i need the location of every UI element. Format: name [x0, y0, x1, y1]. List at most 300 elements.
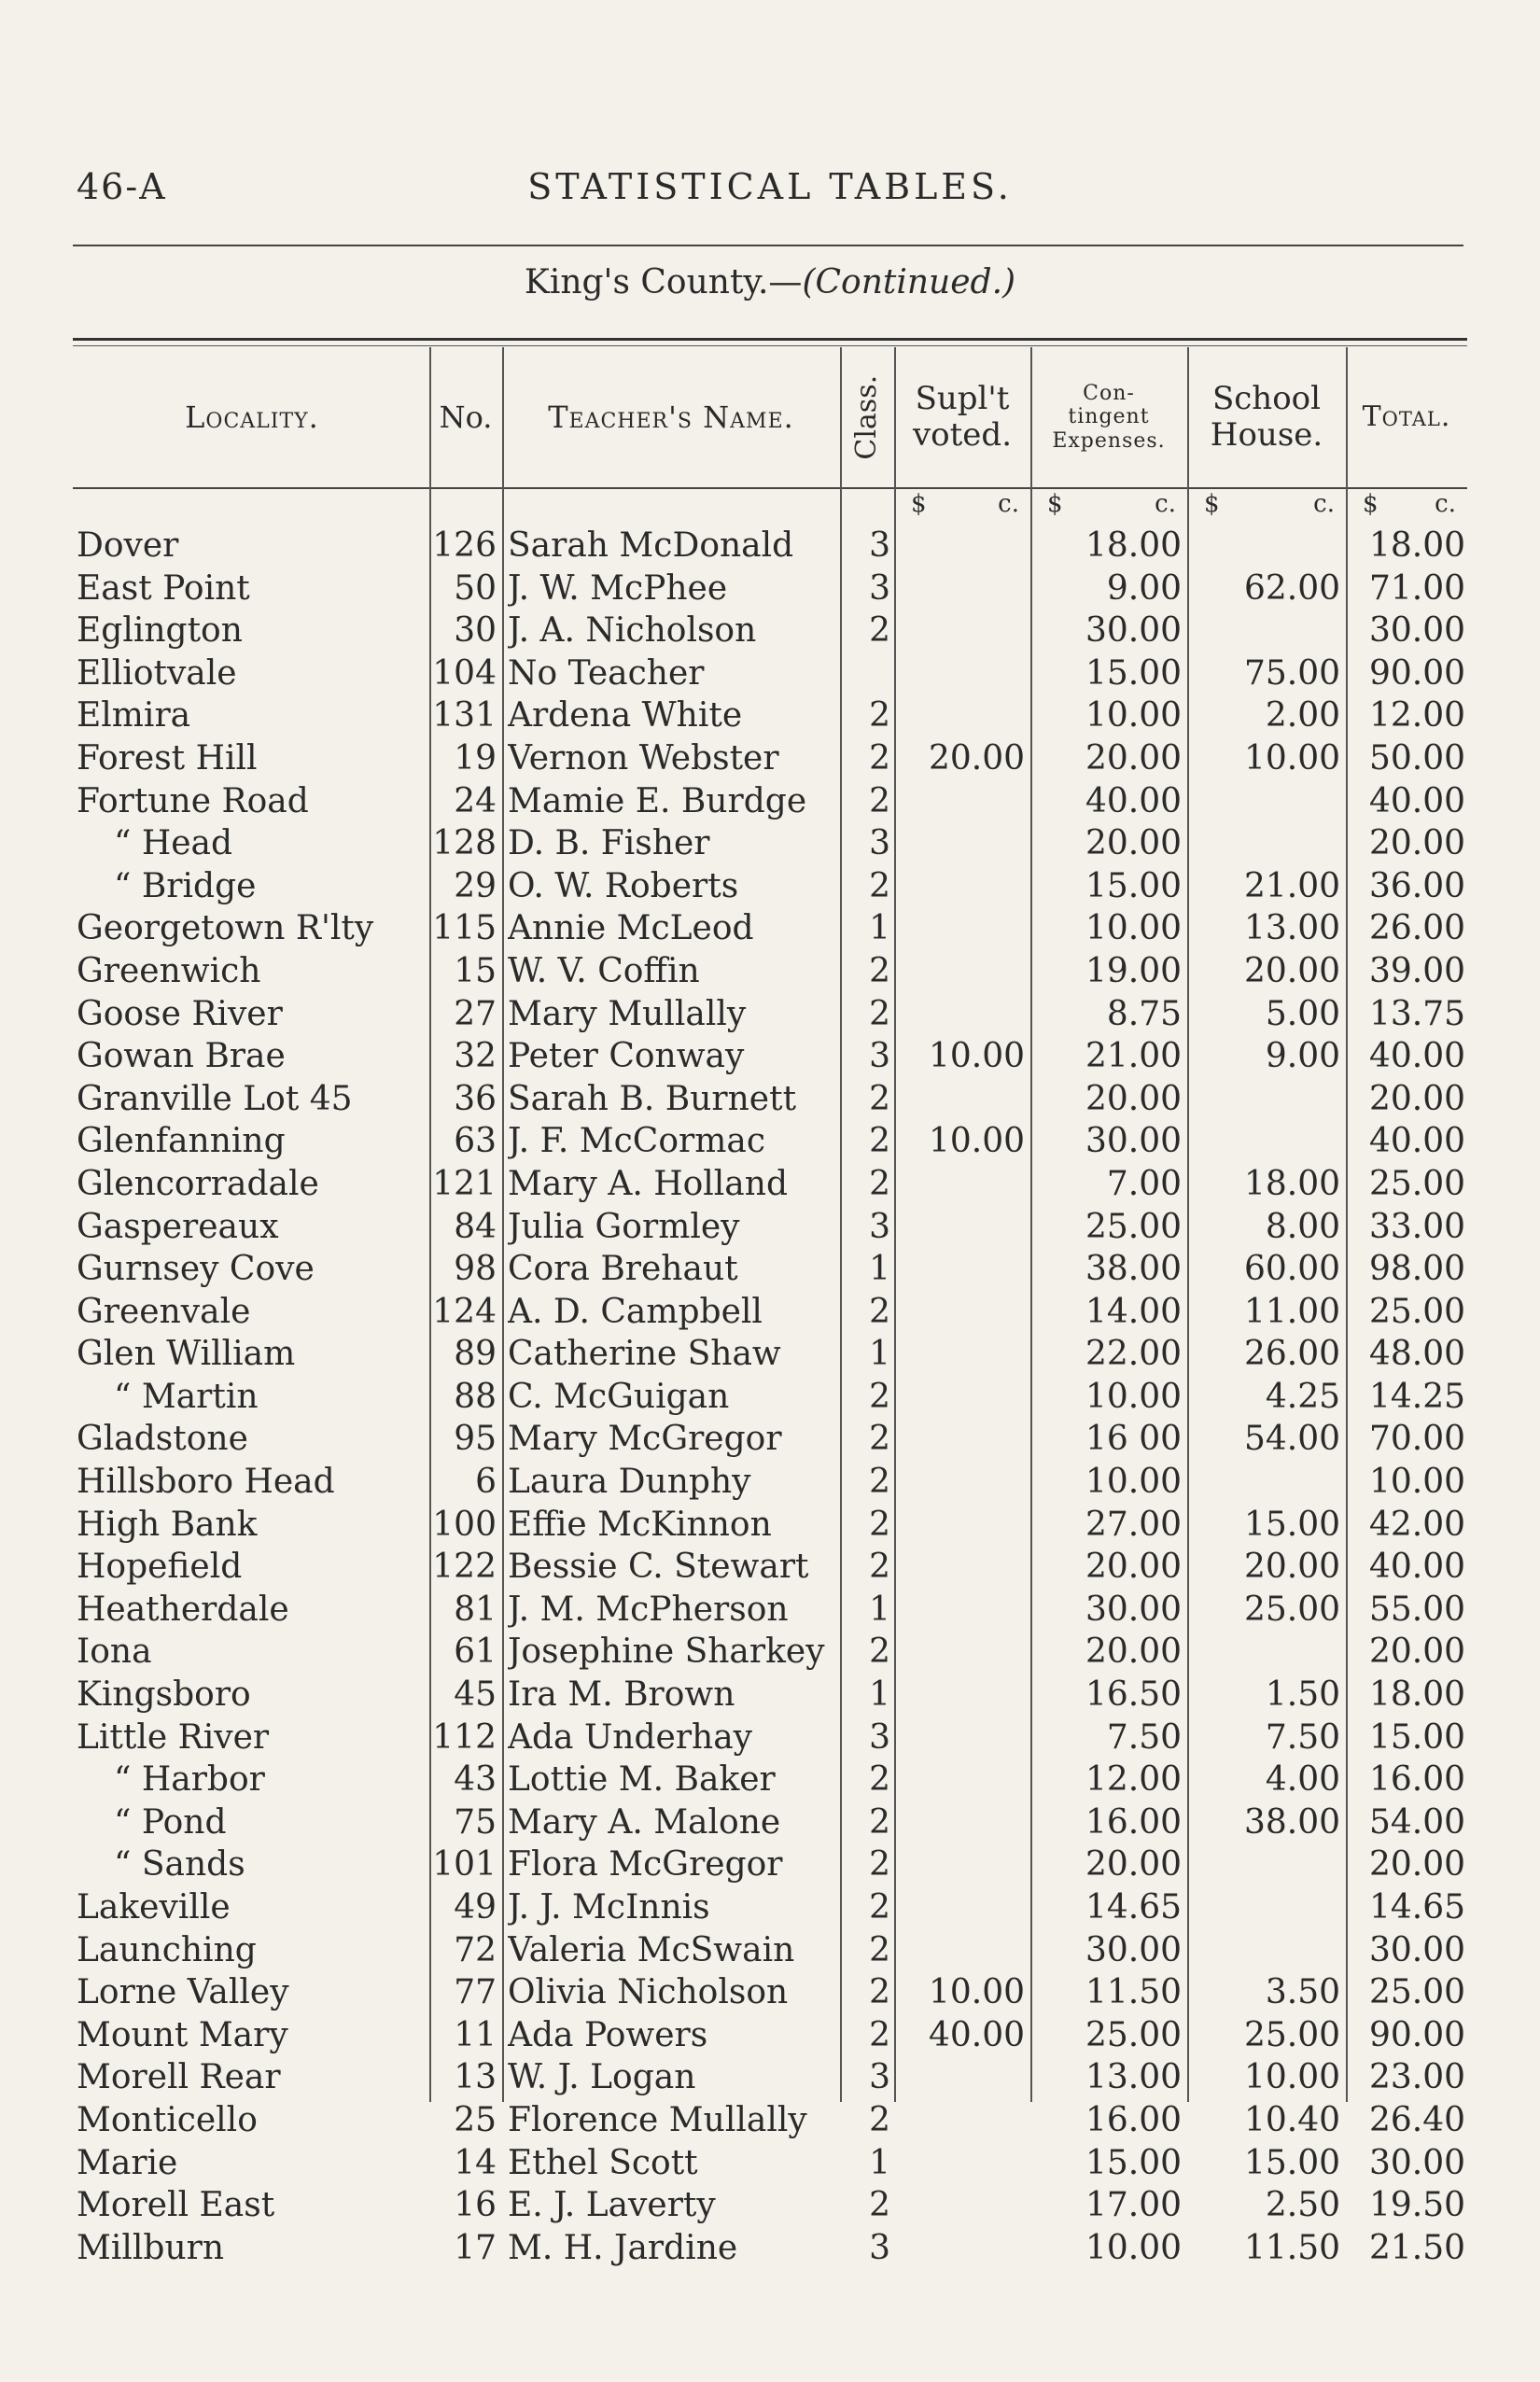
number-cell: 121 — [432, 1164, 497, 1203]
teacher-name-cell: Ada Underhay — [508, 1717, 753, 1757]
teacher-name-cell: Ira M. Brown — [508, 1675, 735, 1715]
locality-cell: Elliotvale — [77, 653, 237, 693]
teacher-name-cell: Josephine Sharkey — [508, 1632, 825, 1672]
class-cell: 2 — [869, 696, 890, 736]
table-row — [0, 1333, 1540, 1376]
number-cell: 29 — [454, 866, 497, 905]
number-cell: 45 — [454, 1675, 497, 1715]
school-house-cell: 2.00 — [1265, 696, 1340, 736]
table-row — [0, 1716, 1540, 1759]
school-house-cell: 15.00 — [1243, 2143, 1340, 2182]
contingent-expenses-cell: 16.50 — [1085, 1675, 1182, 1715]
class-cell: 2 — [869, 866, 890, 905]
title-rule — [73, 245, 1463, 246]
table-row — [0, 822, 1540, 865]
class-cell: 2 — [869, 2015, 890, 2054]
school-house-cell: 15.00 — [1243, 1505, 1340, 1544]
table-row — [0, 1291, 1540, 1334]
contingent-expenses-cell: 7.00 — [1106, 1164, 1182, 1203]
locality-cell: Morell East — [77, 2186, 275, 2225]
teacher-name-cell: Vernon Webster — [508, 738, 779, 778]
table-row — [0, 525, 1540, 567]
class-cell: 1 — [869, 1590, 890, 1629]
school-house-cell: 20.00 — [1243, 951, 1340, 990]
number-cell: 61 — [454, 1632, 497, 1672]
cent-unit: c. — [1435, 490, 1456, 518]
number-cell: 13 — [454, 2058, 497, 2097]
class-cell: 3 — [869, 2058, 890, 2097]
contingent-expenses-cell: 30.00 — [1085, 611, 1182, 651]
table-body — [0, 525, 1540, 2269]
contingent-expenses-cell: 9.00 — [1106, 568, 1182, 608]
header-contingent-line1: Con- — [1083, 382, 1135, 406]
table-row — [0, 1504, 1540, 1547]
header-teacher-name: Teacher's Name. — [548, 399, 794, 435]
number-cell: 77 — [454, 1973, 497, 2012]
school-house-cell: 18.00 — [1243, 1164, 1340, 1203]
school-house-cell: 25.00 — [1243, 2015, 1340, 2054]
locality-cell: Little River — [77, 1717, 270, 1757]
locality-cell: Granville Lot 45 — [77, 1079, 353, 1118]
school-house-cell: 10.00 — [1243, 738, 1340, 778]
header-contingent-line3: Expenses. — [1052, 428, 1166, 453]
header-total: Total. — [1362, 399, 1451, 433]
number-cell: 81 — [454, 1590, 497, 1629]
teacher-name-cell: Annie McLeod — [508, 909, 754, 948]
total-cell: 26.40 — [1368, 2100, 1465, 2139]
teacher-name-cell: D. B. Fisher — [508, 824, 710, 863]
number-cell: 98 — [454, 1250, 497, 1289]
table-row — [0, 1801, 1540, 1844]
school-house-cell: 54.00 — [1243, 1420, 1340, 1459]
contingent-expenses-cell: 10.00 — [1085, 1377, 1182, 1416]
table-row — [0, 2014, 1540, 2057]
header-class-label: Class. — [849, 374, 883, 460]
number-cell: 122 — [432, 1548, 497, 1587]
locality-cell: Eglington — [77, 611, 243, 651]
page-number: 46-A — [77, 166, 167, 207]
total-cell: 15.00 — [1368, 1717, 1465, 1757]
school-house-cell: 2.50 — [1265, 2186, 1340, 2225]
class-cell: 2 — [869, 951, 890, 990]
locality-cell: Lorne Valley — [77, 1973, 289, 2012]
total-cell: 90.00 — [1368, 2015, 1465, 2054]
total-cell: 55.00 — [1368, 1590, 1465, 1629]
teacher-name-cell: No Teacher — [508, 653, 705, 693]
school-house-cell: 38.00 — [1243, 1802, 1340, 1842]
school-house-cell: 4.25 — [1265, 1377, 1340, 1416]
number-cell: 11 — [454, 2015, 497, 2054]
contingent-expenses-cell: 20.00 — [1085, 738, 1182, 778]
number-cell: 100 — [432, 1505, 497, 1544]
number-cell: 112 — [432, 1717, 497, 1757]
table-row — [0, 567, 1540, 610]
class-cell: 2 — [869, 994, 890, 1033]
total-cell: 19.50 — [1368, 2186, 1465, 2225]
locality-cell: “ Pond — [114, 1802, 227, 1842]
teacher-name-cell: Effie McKinnon — [508, 1505, 772, 1544]
teacher-name-cell: Laura Dunphy — [508, 1463, 751, 1502]
locality-cell: Elmira — [77, 696, 191, 736]
teacher-name-cell: Valeria McSwain — [508, 1930, 795, 1969]
total-cell: 50.00 — [1368, 738, 1465, 778]
contingent-expenses-cell: 20.00 — [1085, 1548, 1182, 1587]
total-cell: 98.00 — [1368, 1250, 1465, 1289]
locality-cell: “ Harbor — [114, 1760, 265, 1800]
teacher-name-cell: Ethel Scott — [508, 2143, 698, 2182]
number-cell: 63 — [454, 1122, 497, 1161]
table-row — [0, 1461, 1540, 1504]
table-row — [0, 1886, 1540, 1929]
contingent-expenses-cell: 7.50 — [1106, 1717, 1182, 1757]
table-row — [0, 2142, 1540, 2185]
contingent-expenses-cell: 30.00 — [1085, 1122, 1182, 1161]
number-cell: 89 — [454, 1335, 497, 1374]
total-cell: 18.00 — [1368, 1675, 1465, 1715]
number-cell: 19 — [454, 738, 497, 778]
table-row — [0, 2099, 1540, 2142]
class-cell: 3 — [869, 2228, 890, 2267]
class-cell: 2 — [869, 1463, 890, 1502]
class-cell: 2 — [869, 1420, 890, 1459]
locality-cell: Monticello — [77, 2100, 258, 2139]
contingent-expenses-cell: 16.00 — [1085, 2100, 1182, 2139]
locality-cell: Hillsboro Head — [77, 1463, 335, 1502]
teacher-name-cell: Sarah B. Burnett — [508, 1079, 797, 1118]
teacher-name-cell: A. D. Campbell — [508, 1292, 763, 1331]
total-cell: 26.00 — [1368, 909, 1465, 948]
table-row — [0, 1120, 1540, 1163]
school-house-cell: 5.00 — [1265, 994, 1340, 1033]
school-house-cell: 21.00 — [1243, 866, 1340, 905]
total-cell: 25.00 — [1368, 1973, 1465, 2012]
total-cell: 23.00 — [1368, 2058, 1465, 2097]
contingent-expenses-cell: 13.00 — [1085, 2058, 1182, 2097]
class-cell: 2 — [869, 738, 890, 778]
total-cell: 10.00 — [1368, 1463, 1465, 1502]
locality-cell: “ Bridge — [114, 866, 257, 905]
class-cell: 2 — [869, 1079, 890, 1118]
teacher-name-cell: Bessie C. Stewart — [508, 1548, 809, 1587]
cent-unit: c. — [1313, 490, 1335, 518]
number-cell: 84 — [454, 1207, 497, 1246]
contingent-expenses-cell: 14.00 — [1085, 1292, 1182, 1331]
number-cell: 101 — [432, 1845, 497, 1885]
teacher-name-cell: J. M. McPherson — [508, 1590, 789, 1629]
table-row — [0, 1078, 1540, 1121]
class-cell: 1 — [869, 909, 890, 948]
page-title: STATISTICAL TABLES. — [527, 166, 1013, 207]
number-cell: 27 — [454, 994, 497, 1033]
table-row — [0, 652, 1540, 695]
school-house-cell: 75.00 — [1243, 653, 1340, 693]
contingent-expenses-cell: 21.00 — [1085, 1037, 1182, 1076]
school-house-cell: 26.00 — [1243, 1335, 1340, 1374]
contingent-expenses-cell: 15.00 — [1085, 866, 1182, 905]
header-top-rule-thin — [73, 345, 1467, 346]
number-cell: 17 — [454, 2228, 497, 2267]
contingent-expenses-cell: 27.00 — [1085, 1505, 1182, 1544]
table-row — [0, 1418, 1540, 1461]
total-cell: 90.00 — [1368, 653, 1465, 693]
teacher-name-cell: C. McGuigan — [508, 1377, 730, 1416]
contingent-expenses-cell: 12.00 — [1085, 1760, 1182, 1800]
table-row — [0, 1206, 1540, 1249]
class-cell: 2 — [869, 1760, 890, 1800]
class-cell: 3 — [869, 1037, 890, 1076]
total-cell: 40.00 — [1368, 1037, 1465, 1076]
contingent-expenses-cell: 15.00 — [1085, 653, 1182, 693]
total-cell: 30.00 — [1368, 2143, 1465, 2182]
continued-label: (Continued.) — [802, 263, 1016, 301]
contingent-expenses-cell: 14.65 — [1085, 1888, 1182, 1927]
contingent-expenses-cell: 20.00 — [1085, 1845, 1182, 1885]
school-house-cell: 3.50 — [1265, 1973, 1340, 2012]
locality-cell: “ Martin — [114, 1377, 259, 1416]
class-cell: 1 — [869, 2143, 890, 2182]
class-cell: 2 — [869, 2186, 890, 2225]
teacher-name-cell: E. J. Laverty — [508, 2186, 716, 2225]
contingent-expenses-cell: 10.00 — [1085, 696, 1182, 736]
class-cell: 3 — [869, 526, 890, 565]
total-cell: 20.00 — [1368, 1632, 1465, 1672]
table-row — [0, 1631, 1540, 1674]
teacher-name-cell: J. W. McPhee — [508, 568, 728, 608]
dollar-unit: $ — [1363, 490, 1379, 518]
contingent-expenses-cell: 25.00 — [1085, 2015, 1182, 2054]
table-row — [0, 610, 1540, 652]
header-contingent-expenses — [1030, 347, 1187, 487]
number-cell: 95 — [454, 1420, 497, 1459]
total-cell: 40.00 — [1368, 781, 1465, 820]
contingent-expenses-cell: 10.00 — [1085, 1463, 1182, 1502]
number-cell: 128 — [432, 824, 497, 863]
class-cell: 2 — [869, 1505, 890, 1544]
locality-cell: Kingsboro — [77, 1675, 251, 1715]
school-house-cell: 11.00 — [1243, 1292, 1340, 1331]
contingent-expenses-cell: 16.00 — [1085, 1802, 1182, 1842]
locality-cell: “ Head — [114, 824, 233, 863]
header-top-rule — [73, 338, 1467, 341]
teacher-name-cell: Catherine Shaw — [508, 1335, 781, 1374]
locality-cell: Greenwich — [77, 951, 261, 990]
teacher-name-cell: Mamie E. Burdge — [508, 781, 807, 820]
class-cell: 2 — [869, 1973, 890, 2012]
header-school-house — [1187, 347, 1346, 487]
number-cell: 124 — [432, 1292, 497, 1331]
class-cell: 2 — [869, 1292, 890, 1331]
table-row — [0, 993, 1540, 1036]
locality-cell: Marie — [77, 2143, 178, 2182]
class-cell: 1 — [869, 1335, 890, 1374]
suplt-voted-cell: 10.00 — [928, 1037, 1025, 1076]
table-row — [0, 1758, 1540, 1801]
locality-cell: Gladstone — [77, 1420, 248, 1459]
locality-cell: Millburn — [77, 2228, 225, 2267]
locality-cell: Forest Hill — [77, 738, 258, 778]
locality-cell: Glenfanning — [77, 1122, 286, 1161]
locality-cell: Glencorradale — [77, 1164, 319, 1203]
units-contingent — [1030, 490, 1187, 527]
total-cell: 33.00 — [1368, 1207, 1465, 1246]
class-cell: 2 — [869, 1930, 890, 1969]
locality-cell: Hopefield — [77, 1548, 243, 1587]
class-cell: 3 — [869, 568, 890, 608]
teacher-name-cell: Mary McGregor — [508, 1420, 782, 1459]
number-cell: 30 — [454, 611, 497, 651]
contingent-expenses-cell: 10.00 — [1085, 2228, 1182, 2267]
teacher-name-cell: W. J. Logan — [508, 2058, 696, 2097]
school-house-cell: 13.00 — [1243, 909, 1340, 948]
teacher-name-cell: Mary A. Holland — [508, 1164, 788, 1203]
teacher-name-cell: Sarah McDonald — [508, 526, 794, 565]
suplt-voted-cell: 20.00 — [928, 738, 1025, 778]
suplt-voted-cell: 40.00 — [928, 2015, 1025, 2054]
teacher-name-cell: J. F. McCormac — [508, 1122, 765, 1161]
table-row — [0, 907, 1540, 950]
table-row — [0, 2227, 1540, 2270]
number-cell: 25 — [454, 2100, 497, 2139]
teacher-name-cell: Lottie M. Baker — [508, 1760, 776, 1800]
teacher-name-cell: M. H. Jardine — [508, 2228, 738, 2267]
contingent-expenses-cell: 16 00 — [1085, 1420, 1182, 1459]
contingent-expenses-cell: 30.00 — [1085, 1930, 1182, 1969]
number-cell: 16 — [454, 2186, 497, 2225]
number-cell: 14 — [454, 2143, 497, 2182]
header-suplt-line1: Supl't — [915, 379, 1010, 417]
contingent-expenses-cell: 20.00 — [1085, 1079, 1182, 1118]
total-cell: 20.00 — [1368, 824, 1465, 863]
locality-cell: Gowan Brae — [77, 1037, 286, 1076]
header-class — [840, 347, 894, 487]
contingent-expenses-cell: 11.50 — [1085, 1973, 1182, 2012]
total-cell: 70.00 — [1368, 1420, 1465, 1459]
number-cell: 43 — [454, 1760, 497, 1800]
cent-unit: c. — [998, 490, 1019, 518]
locality-cell: “ Sands — [114, 1845, 245, 1885]
locality-cell: Dover — [77, 526, 179, 565]
table-row — [0, 1546, 1540, 1589]
number-cell: 15 — [454, 951, 497, 990]
table-row — [0, 1929, 1540, 1972]
locality-cell: Goose River — [77, 994, 283, 1033]
teacher-name-cell: Mary A. Malone — [508, 1802, 781, 1842]
dollar-unit: $ — [1204, 490, 1220, 518]
suplt-voted-cell: 10.00 — [928, 1973, 1025, 2012]
class-cell: 2 — [869, 781, 890, 820]
teacher-name-cell: W. V. Coffin — [508, 951, 700, 990]
table-row — [0, 1589, 1540, 1632]
class-cell: 2 — [869, 2100, 890, 2139]
total-cell: 39.00 — [1368, 951, 1465, 990]
class-cell: 2 — [869, 1548, 890, 1587]
total-cell: 14.65 — [1368, 1888, 1465, 1927]
total-cell: 12.00 — [1368, 696, 1465, 736]
table-row — [0, 1843, 1540, 1886]
teacher-name-cell: Mary Mullally — [508, 994, 747, 1033]
number-cell: 50 — [454, 568, 497, 608]
teacher-name-cell: Flora McGregor — [508, 1845, 783, 1885]
teacher-name-cell: Olivia Nicholson — [508, 1973, 789, 2012]
header-no: No. — [439, 399, 493, 435]
school-house-cell: 62.00 — [1243, 568, 1340, 608]
school-house-cell: 10.00 — [1243, 2058, 1340, 2097]
locality-cell: Mount Mary — [77, 2015, 288, 2054]
contingent-expenses-cell: 18.00 — [1085, 526, 1182, 565]
table-row — [0, 780, 1540, 823]
table-row — [0, 950, 1540, 993]
contingent-expenses-cell: 19.00 — [1085, 951, 1182, 990]
locality-cell: Heatherdale — [77, 1590, 289, 1629]
locality-cell: Launching — [77, 1930, 257, 1969]
class-cell: 3 — [869, 1717, 890, 1757]
contingent-expenses-cell: 10.00 — [1085, 909, 1182, 948]
header-school-line1: School — [1211, 379, 1322, 417]
total-cell: 30.00 — [1368, 611, 1465, 651]
contingent-expenses-cell: 17.00 — [1085, 2186, 1182, 2225]
number-cell: 131 — [432, 696, 497, 736]
total-cell: 25.00 — [1368, 1292, 1465, 1331]
school-house-cell: 25.00 — [1243, 1590, 1340, 1629]
teacher-name-cell: Julia Gormley — [508, 1207, 740, 1246]
school-house-cell: 9.00 — [1265, 1037, 1340, 1076]
school-house-cell: 11.50 — [1243, 2228, 1340, 2267]
teacher-name-cell: Ada Powers — [508, 2015, 708, 2054]
teacher-name-cell: J. J. McInnis — [508, 1888, 710, 1927]
locality-cell: Greenvale — [77, 1292, 251, 1331]
total-cell: 25.00 — [1368, 1164, 1465, 1203]
table-row — [0, 2184, 1540, 2227]
school-house-cell: 4.00 — [1265, 1760, 1340, 1800]
locality-cell: Glen William — [77, 1335, 296, 1374]
table-row — [0, 1163, 1540, 1206]
teacher-name-cell: Peter Conway — [508, 1037, 745, 1076]
class-cell: 3 — [869, 1207, 890, 1246]
number-cell: 72 — [454, 1930, 497, 1969]
total-cell: 40.00 — [1368, 1122, 1465, 1161]
total-cell: 48.00 — [1368, 1335, 1465, 1374]
table-row — [0, 1035, 1540, 1078]
school-house-cell: 60.00 — [1243, 1250, 1340, 1289]
teacher-name-cell: J. A. Nicholson — [508, 611, 757, 651]
locality-cell: Fortune Road — [77, 781, 309, 820]
teacher-name-cell: Ardena White — [508, 696, 743, 736]
header-suplt-voted — [894, 347, 1030, 487]
contingent-expenses-cell: 20.00 — [1085, 1632, 1182, 1672]
contingent-expenses-cell: 25.00 — [1085, 1207, 1182, 1246]
total-cell: 42.00 — [1368, 1505, 1465, 1544]
header-contingent-line2: tingent — [1068, 405, 1150, 429]
table-row — [0, 1674, 1540, 1716]
contingent-expenses-cell: 40.00 — [1085, 781, 1182, 820]
number-cell: 75 — [454, 1802, 497, 1842]
class-cell: 2 — [869, 1888, 890, 1927]
header-locality: Locality. — [185, 399, 319, 435]
number-cell: 24 — [454, 781, 497, 820]
class-cell: 2 — [869, 611, 890, 651]
table-row — [0, 694, 1540, 737]
contingent-expenses-cell: 15.00 — [1085, 2143, 1182, 2182]
locality-cell: Iona — [77, 1632, 152, 1672]
teacher-name-cell: Florence Mullally — [508, 2100, 807, 2139]
teacher-name-cell: Cora Brehaut — [508, 1250, 738, 1289]
units-total — [1346, 490, 1467, 527]
locality-cell: Lakeville — [77, 1888, 231, 1927]
number-cell: 49 — [454, 1888, 497, 1927]
table-row — [0, 737, 1540, 780]
table-row — [0, 865, 1540, 908]
table-row — [0, 1248, 1540, 1291]
